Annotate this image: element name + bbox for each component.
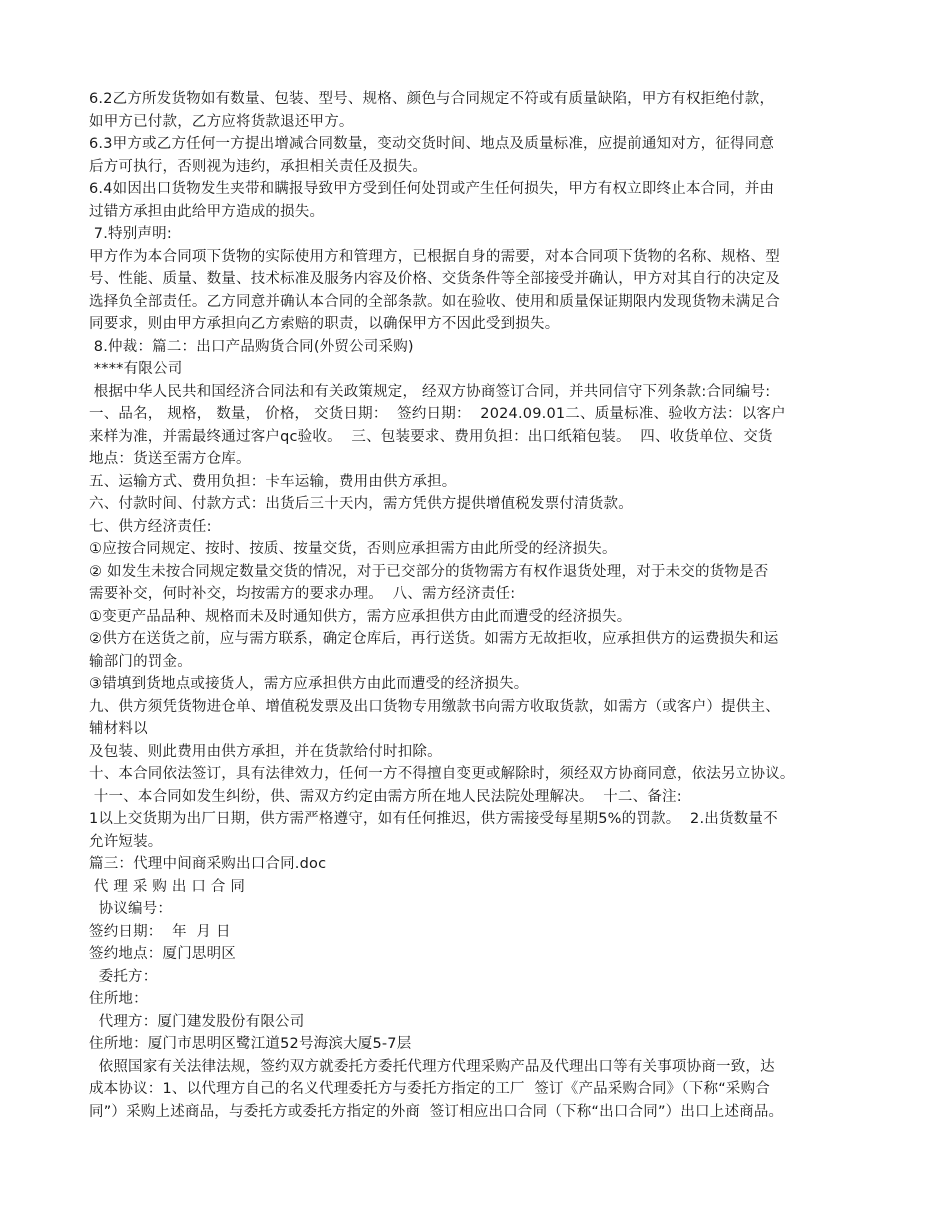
text-line: 1以上交货期为出厂日期，供方需严格遵守，如有任何推迟，供方需接受每星期5%的罚款。 2.出货数量不 (89, 811, 778, 827)
text-line: 九、供方须凭货物进仓单、增值税发票及出口货物专用缴款书向需方收取货款，如需方（或客户）提供主、 (89, 698, 780, 715)
text-line: 甲方作为本合同项下货物的实际使用方和管理方，已根据自身的需要，对本合同项下货物的名称、规格、型 (89, 248, 780, 265)
signing-date: 签约日期： 年 月 日 (89, 923, 231, 940)
principal-address: 住所地： (89, 991, 148, 1007)
section-heading: 篇三：代理中间商采购出口合同.doc (89, 856, 327, 872)
section-heading: 七、供方经济责任: (89, 518, 212, 535)
text-line: 6.3甲方或乙方任何一方提出增减合同数量，变动交货时间、地点及质量标准，应提前通知对方，征得同意 (89, 136, 775, 152)
text-line: 6.4如因出口货物发生夹带和瞒报导致甲方受到任何处罚或产生任何损失，甲方有权立即终止本合同，并由 (89, 181, 775, 197)
text-line: 来样为准，并需最终通过客户qc验收。 三、包装要求、费用负担：出口纸箱包装。 四、收货单位、交货 (89, 428, 773, 445)
text-line: 依照国家有关法律法规，签约双方就委托方委托代理方代理采购产品及代理出口等有关事项协商一致，达 (89, 1058, 775, 1075)
agreement-number: 协议编号： (89, 901, 173, 917)
text-line: 地点：货送至需方仓库。 (89, 451, 251, 467)
text-line: 成本协议：1、以代理方自己的名义代理委托方与委托方指定的工厂 签订《产品采购合同》（下称“采购合 (89, 1081, 771, 1097)
section-heading: 7.特别声明: (89, 226, 172, 242)
text-line: 需要补交，何时补交，均按需方的要求办理。 八、需方经济责任: (89, 586, 516, 602)
text-line: 十、本合同依法签订，具有法律效力，任何一方不得擅自变更或解除时，须经双方协商同意，依法另立协议。 (89, 766, 795, 782)
text-line: 同”）采购上述商品，与委托方或委托方指定的外商 签订相应出口合同（下称“出口合同”）出口上述商品。 (89, 1103, 784, 1120)
signing-location: 签约地点：厦门思明区 (89, 946, 236, 962)
section-heading: 8.仲裁：篇二：出口产品购货合同(外贸公司采购) (89, 338, 414, 355)
text-line: 过错方承担由此给甲方造成的损失。 (89, 203, 325, 220)
text-line: 允许短装。 (89, 833, 163, 850)
text-line: 一、品名， 规格， 数量， 价格， 交货日期： 签约日期： 2024.09.01二、质量标准、验收方法：以客户 (89, 406, 786, 422)
text-line: 后方可执行，否则视为违约，承担相关责任及损失。 (89, 158, 428, 175)
contract-title: 代 理 采 购 出 口 合 同 (89, 878, 246, 895)
list-item: ② 如发生未按合同规定数量交货的情况，对于已交部分的货物需方有权作退货处理，对于未交的货物是否 (89, 563, 769, 580)
list-item: ①变更产品品种、规格而未及时通知供方，需方应承担供方由此而遭受的经济损失。 (89, 608, 632, 625)
document-page (89, 88, 864, 1123)
agent-address: 住所地：厦门市思明区鹭江道52号海滨大厦5-7层 (89, 1036, 412, 1052)
text-line: 六、付款时间、付款方式：出货后三十天内，需方凭供方提供增值税发票付清货款。 (89, 496, 633, 512)
text-line: 输部门的罚金。 (89, 653, 192, 670)
text-line: 及包装、则此费用由供方承担，并在货款给付时扣除。 (89, 743, 442, 760)
list-item: ①应按合同规定、按时、按质、按量交货，否则应承担需方由此所受的经济损失。 (89, 541, 617, 557)
text-line: 五、运输方式、费用负担：卡车运输，费用由供方承担。 (89, 473, 457, 490)
text-line: 十一、本合同如发生纠纷，供、需双方约定由需方所在地人民法院处理解决。 十二、备注: (89, 788, 682, 805)
text-line: 同要求，则由甲方承担向乙方索赔的职责，以确保甲方不因此受到损失。 (89, 316, 560, 332)
text-line: 根据中华人民共和国经济合同法和有关政策规定， 经双方协商签订合同，并共同信守下列条款:合同编号: (89, 383, 771, 400)
text-line: 选择负全部责任。乙方同意并确认本合同的全部条款。如在验收、使用和质量保证期限内发现货物未满足合 (89, 293, 780, 310)
text-line: 号、性能、质量、数量、技术标准及服务内容及价格、交货条件等全部接受并确认，甲方对其自行的决定及 (89, 271, 780, 287)
text-line: 6.2乙方所发货物如有数量、包装、型号、规格、颜色与合同规定不符或有质量缺陷，甲方有权拒绝付款， (89, 91, 775, 107)
list-item: ②供方在送货之前，应与需方联系，确定仓库后，再行送货。如需方无故拒收，应承担供方的运费损失和运 (89, 631, 779, 647)
list-item: ③错填到货地点或接货人，需方应承担供方由此而遭受的经济损失。 (89, 676, 529, 692)
text-line: 如甲方已付款，乙方应将货款退还甲方。 (89, 113, 354, 130)
agent-party: 代理方：厦门建发股份有限公司 (89, 1013, 305, 1030)
text-line: 辅材料以 (89, 721, 148, 737)
company-name: ****有限公司 (89, 361, 183, 377)
principal-party: 委托方： (89, 968, 158, 985)
